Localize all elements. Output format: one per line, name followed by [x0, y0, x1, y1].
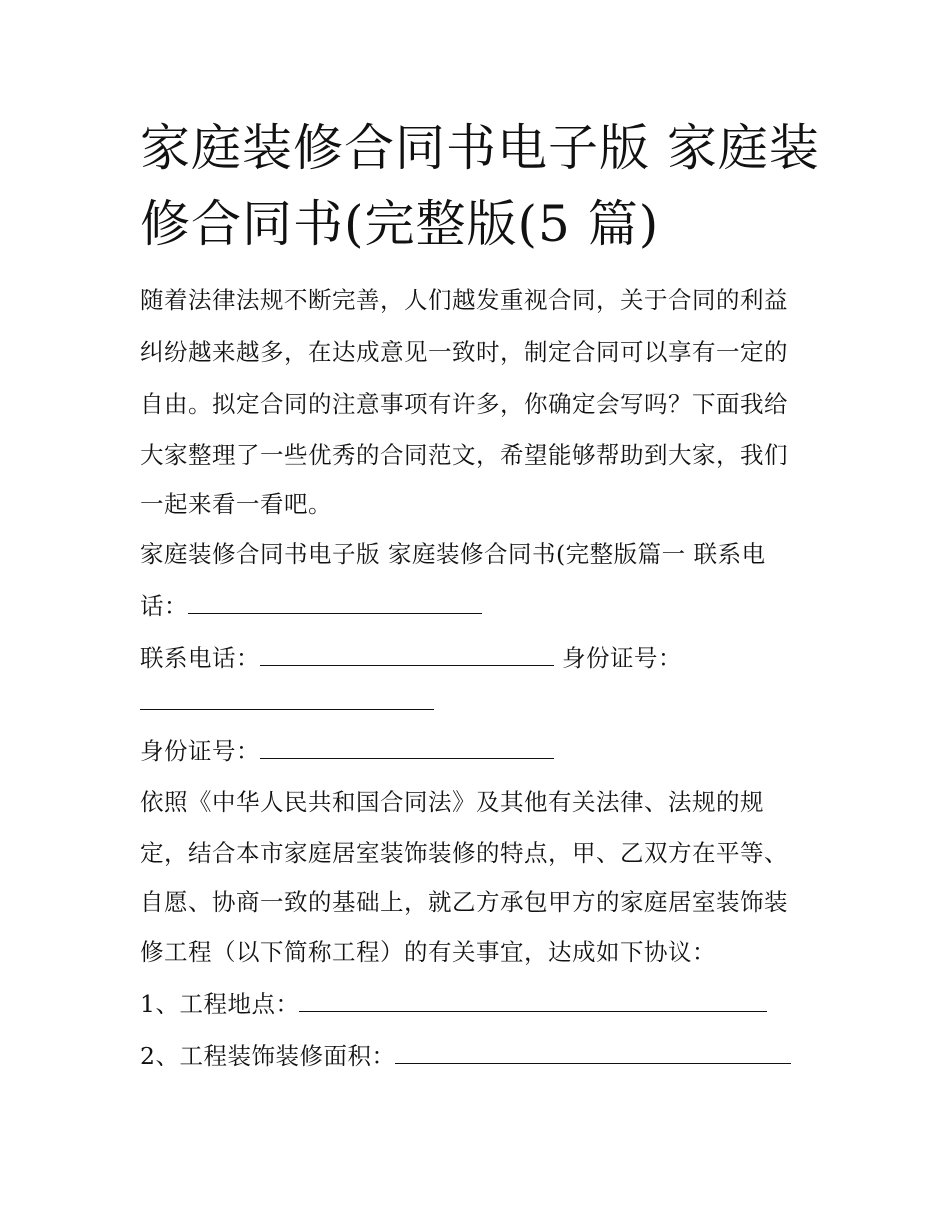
- item-2-label: 2、工程装饰装修面积：: [140, 1042, 396, 1070]
- phone-label-wrap: 话：: [140, 592, 188, 620]
- intro-line-1: 随着法律法规不断完善，人们越发重视合同，关于合同的利益: [140, 286, 788, 314]
- phone-label: 联系电话：: [140, 644, 260, 672]
- legal-line-4: 修工程（以下简称工程）的有关事宜，达成如下协议：: [140, 938, 716, 966]
- id-label-inline: 身份证号：: [561, 644, 682, 672]
- item-1-label: 1、工程地点：: [140, 990, 300, 1018]
- phone-line-1: [140, 590, 482, 622]
- intro-line-5: 一起来看一看吧。: [140, 490, 332, 518]
- item-1-blank[interactable]: [299, 989, 767, 1012]
- title-line-2: 修合同书(完整版(5 篇): [140, 195, 660, 253]
- phone-blank-2[interactable]: [260, 643, 554, 666]
- phone-line-2: [140, 642, 682, 674]
- document-title: [140, 110, 820, 262]
- section-heading: 家庭装修合同书电子版 家庭装修合同书(完整版篇一 联系电: [140, 540, 766, 568]
- id-blank-1[interactable]: [140, 709, 434, 710]
- id-blank-2[interactable]: [260, 736, 554, 759]
- title-line-1: 家庭装修合同书电子版 家庭装: [140, 119, 820, 177]
- legal-line-3: 自愿、协商一致的基础上，就乙方承包甲方的家庭居室装饰装: [140, 888, 788, 916]
- phone-blank-1[interactable]: [188, 591, 482, 614]
- intro-line-2: 纠纷越来越多，在达成意见一致时，制定合同可以享有一定的: [140, 338, 788, 366]
- item-1-line: [140, 988, 767, 1020]
- intro-line-4: 大家整理了一些优秀的合同范文，希望能够帮助到大家，我们: [140, 441, 788, 469]
- item-2-line: [140, 1040, 791, 1072]
- id-line: [140, 735, 554, 767]
- id-label: 身份证号：: [140, 737, 260, 765]
- item-2-blank[interactable]: [395, 1041, 791, 1064]
- legal-line-1: 依照《中华人民共和国合同法》及其他有关法律、法规的规: [140, 788, 764, 816]
- legal-line-2: 定，结合本市家庭居室装饰装修的特点，甲、乙双方在平等、: [140, 839, 788, 867]
- intro-line-3: 自由。拟定合同的注意事项有许多，你确定会写吗？下面我给: [140, 390, 788, 418]
